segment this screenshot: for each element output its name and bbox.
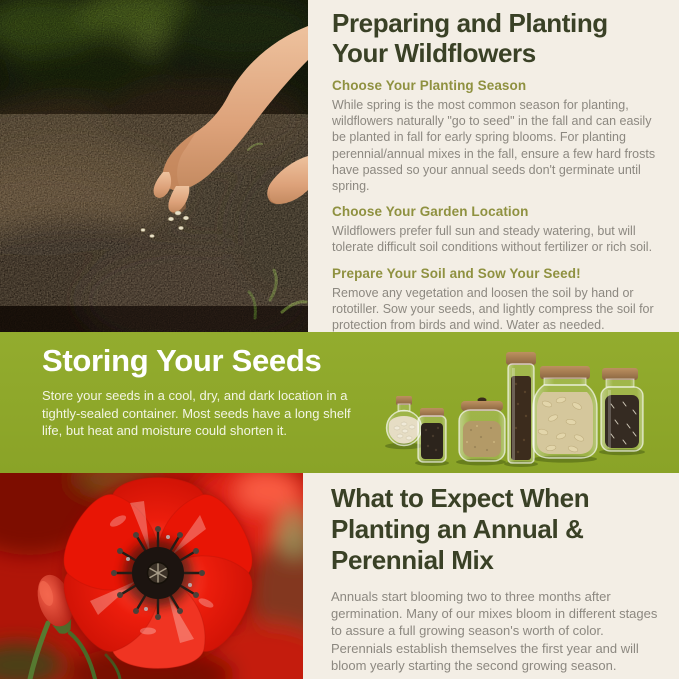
seed-jars-illustration [375, 332, 679, 473]
jar-white-beans [387, 396, 422, 446]
band-body: Store your seeds in a cool, dry, and dark location in a tightly-sealed container. Most seeds have a long shelf life, but heat and moisture could shorten it. [42, 388, 351, 438]
expectations-panel [303, 473, 679, 679]
section-heading-prepare-soil: Prepare Your Soil and Sow Your Seed! [332, 265, 581, 281]
section-heading-planting-season: Choose Your Planting Season [332, 78, 527, 93]
page-title: Preparing and Planting Your Wildflowers [332, 8, 608, 68]
storing-seeds-band [0, 332, 679, 473]
planting-guide-panel [308, 0, 679, 332]
jar-tan-seeds [459, 398, 505, 462]
expectations-title: What to Expect When Planting an Annual & Perennial Mix [331, 483, 590, 575]
jar-pumpkin-seeds [533, 366, 597, 458]
seed-jars-photo [375, 332, 679, 473]
section-heading-garden-location: Choose Your Garden Location [332, 204, 529, 220]
poppy-photo [0, 473, 303, 679]
poppy-photo-illustration [0, 473, 303, 679]
jar-dark-seeds [418, 408, 446, 462]
section-body-planting-season: While spring is the most common season for planting, wildflowers naturally "go to seed" in the fall and can easily be planted in fall for early spring blooms. For planting perennial/annual mixes in the fall, ensure a few hard frosts have passed so your annual seeds don't germinate until spring. [332, 98, 656, 194]
section-body-garden-location: Wildflowers prefer full sun and steady watering, but will tolerate difficult soil conditions without fertilizer or rich soil. [332, 224, 653, 255]
soil-photo-illustration [0, 0, 308, 332]
band-title: Storing Your Seeds [42, 343, 322, 378]
soil-photo [0, 0, 308, 332]
expectations-body: Annuals start blooming two to three months after germination. Many of our mixes bloom in different stages to assure a full growing season's worth of color. Perennials establish themselves the first year and will bloom yearly starting the second growing season. [331, 589, 658, 673]
section-body-prepare-soil: Remove any vegetation and loosen the soil by hand or rototiller. Sow your seeds, and lightly compress the soil for protection from birds and wind. Water as needed. [332, 285, 654, 333]
jar-tall-dark-brown-seeds [506, 352, 536, 463]
jar-sunflower-seeds [601, 368, 643, 451]
